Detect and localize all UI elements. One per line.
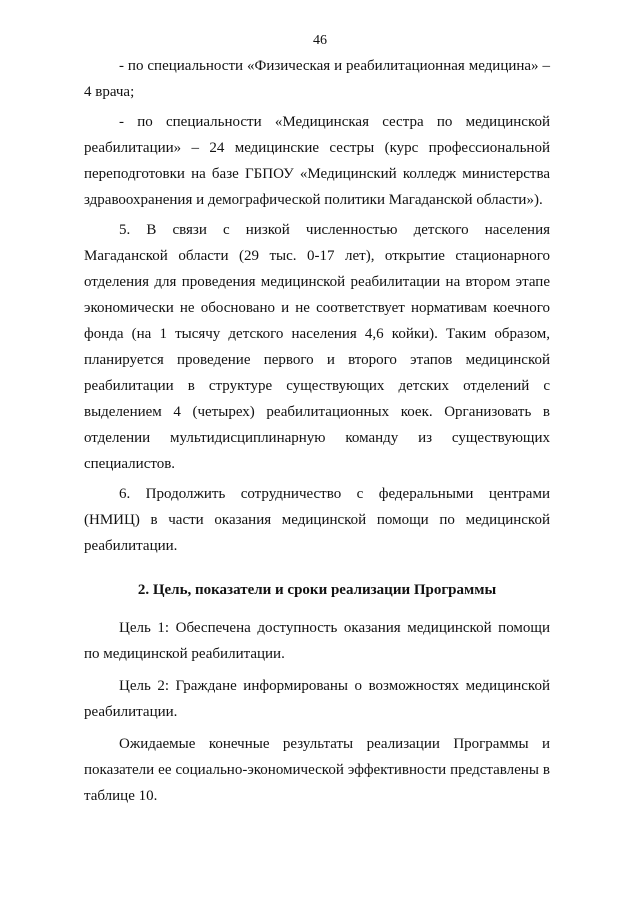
- paragraph-item-6: 6. Продолжить сотрудничество с федеральными центрами (НМИЦ) в части оказания медицинской помощи по медицинской реабилитации.: [84, 486, 550, 554]
- page-body: [84, 53, 550, 809]
- paragraph-specialty-nurses: - по специальности «Медицинская сестра по медицинской реабилитации» – 24 медицинские сестры (курс профессиональной переподготовки на базе ГБПОУ «Медицинский колледж министерства здравоохранения и демографической политики Магаданской области»).: [84, 114, 550, 208]
- paragraph-item-5: 5. В связи с низкой численностью детского населения Магаданской области (29 тыс. 0-17 лет), открытие стационарного отделения для проведения медицинской реабилитации на втором этапе экономически не обосновано и не соответствует нормативам коечного фонда (на 1 тысячу детского населения 4,6 койки). Таким образом, планируется проведение первого и второго этапов медицинской реабилитации в структуре существующих детских отделений с выделением 4 (четырех) реабилитационных коек. Организовать в отделении мультидисциплинарную команду из существующих специалистов.: [84, 222, 550, 472]
- paragraph-goal-1: Цель 1: Обеспечена доступность оказания медицинской помощи по медицинской реабилитации.: [84, 620, 550, 662]
- paragraph-goal-2: Цель 2: Граждане информированы о возможностях медицинской реабилитации.: [84, 678, 550, 720]
- paragraph-specialty-physicians: - по специальности «Физическая и реабилитационная медицина» – 4 врача;: [84, 58, 550, 100]
- section-heading: 2. Цель, показатели и сроки реализации Программы: [137, 582, 497, 598]
- paragraph-expected-results: Ожидаемые конечные результаты реализации Программы и показатели ее социально-экономической эффективности представлены в таблице 10.: [84, 736, 550, 804]
- page-number: 46: [313, 33, 327, 48]
